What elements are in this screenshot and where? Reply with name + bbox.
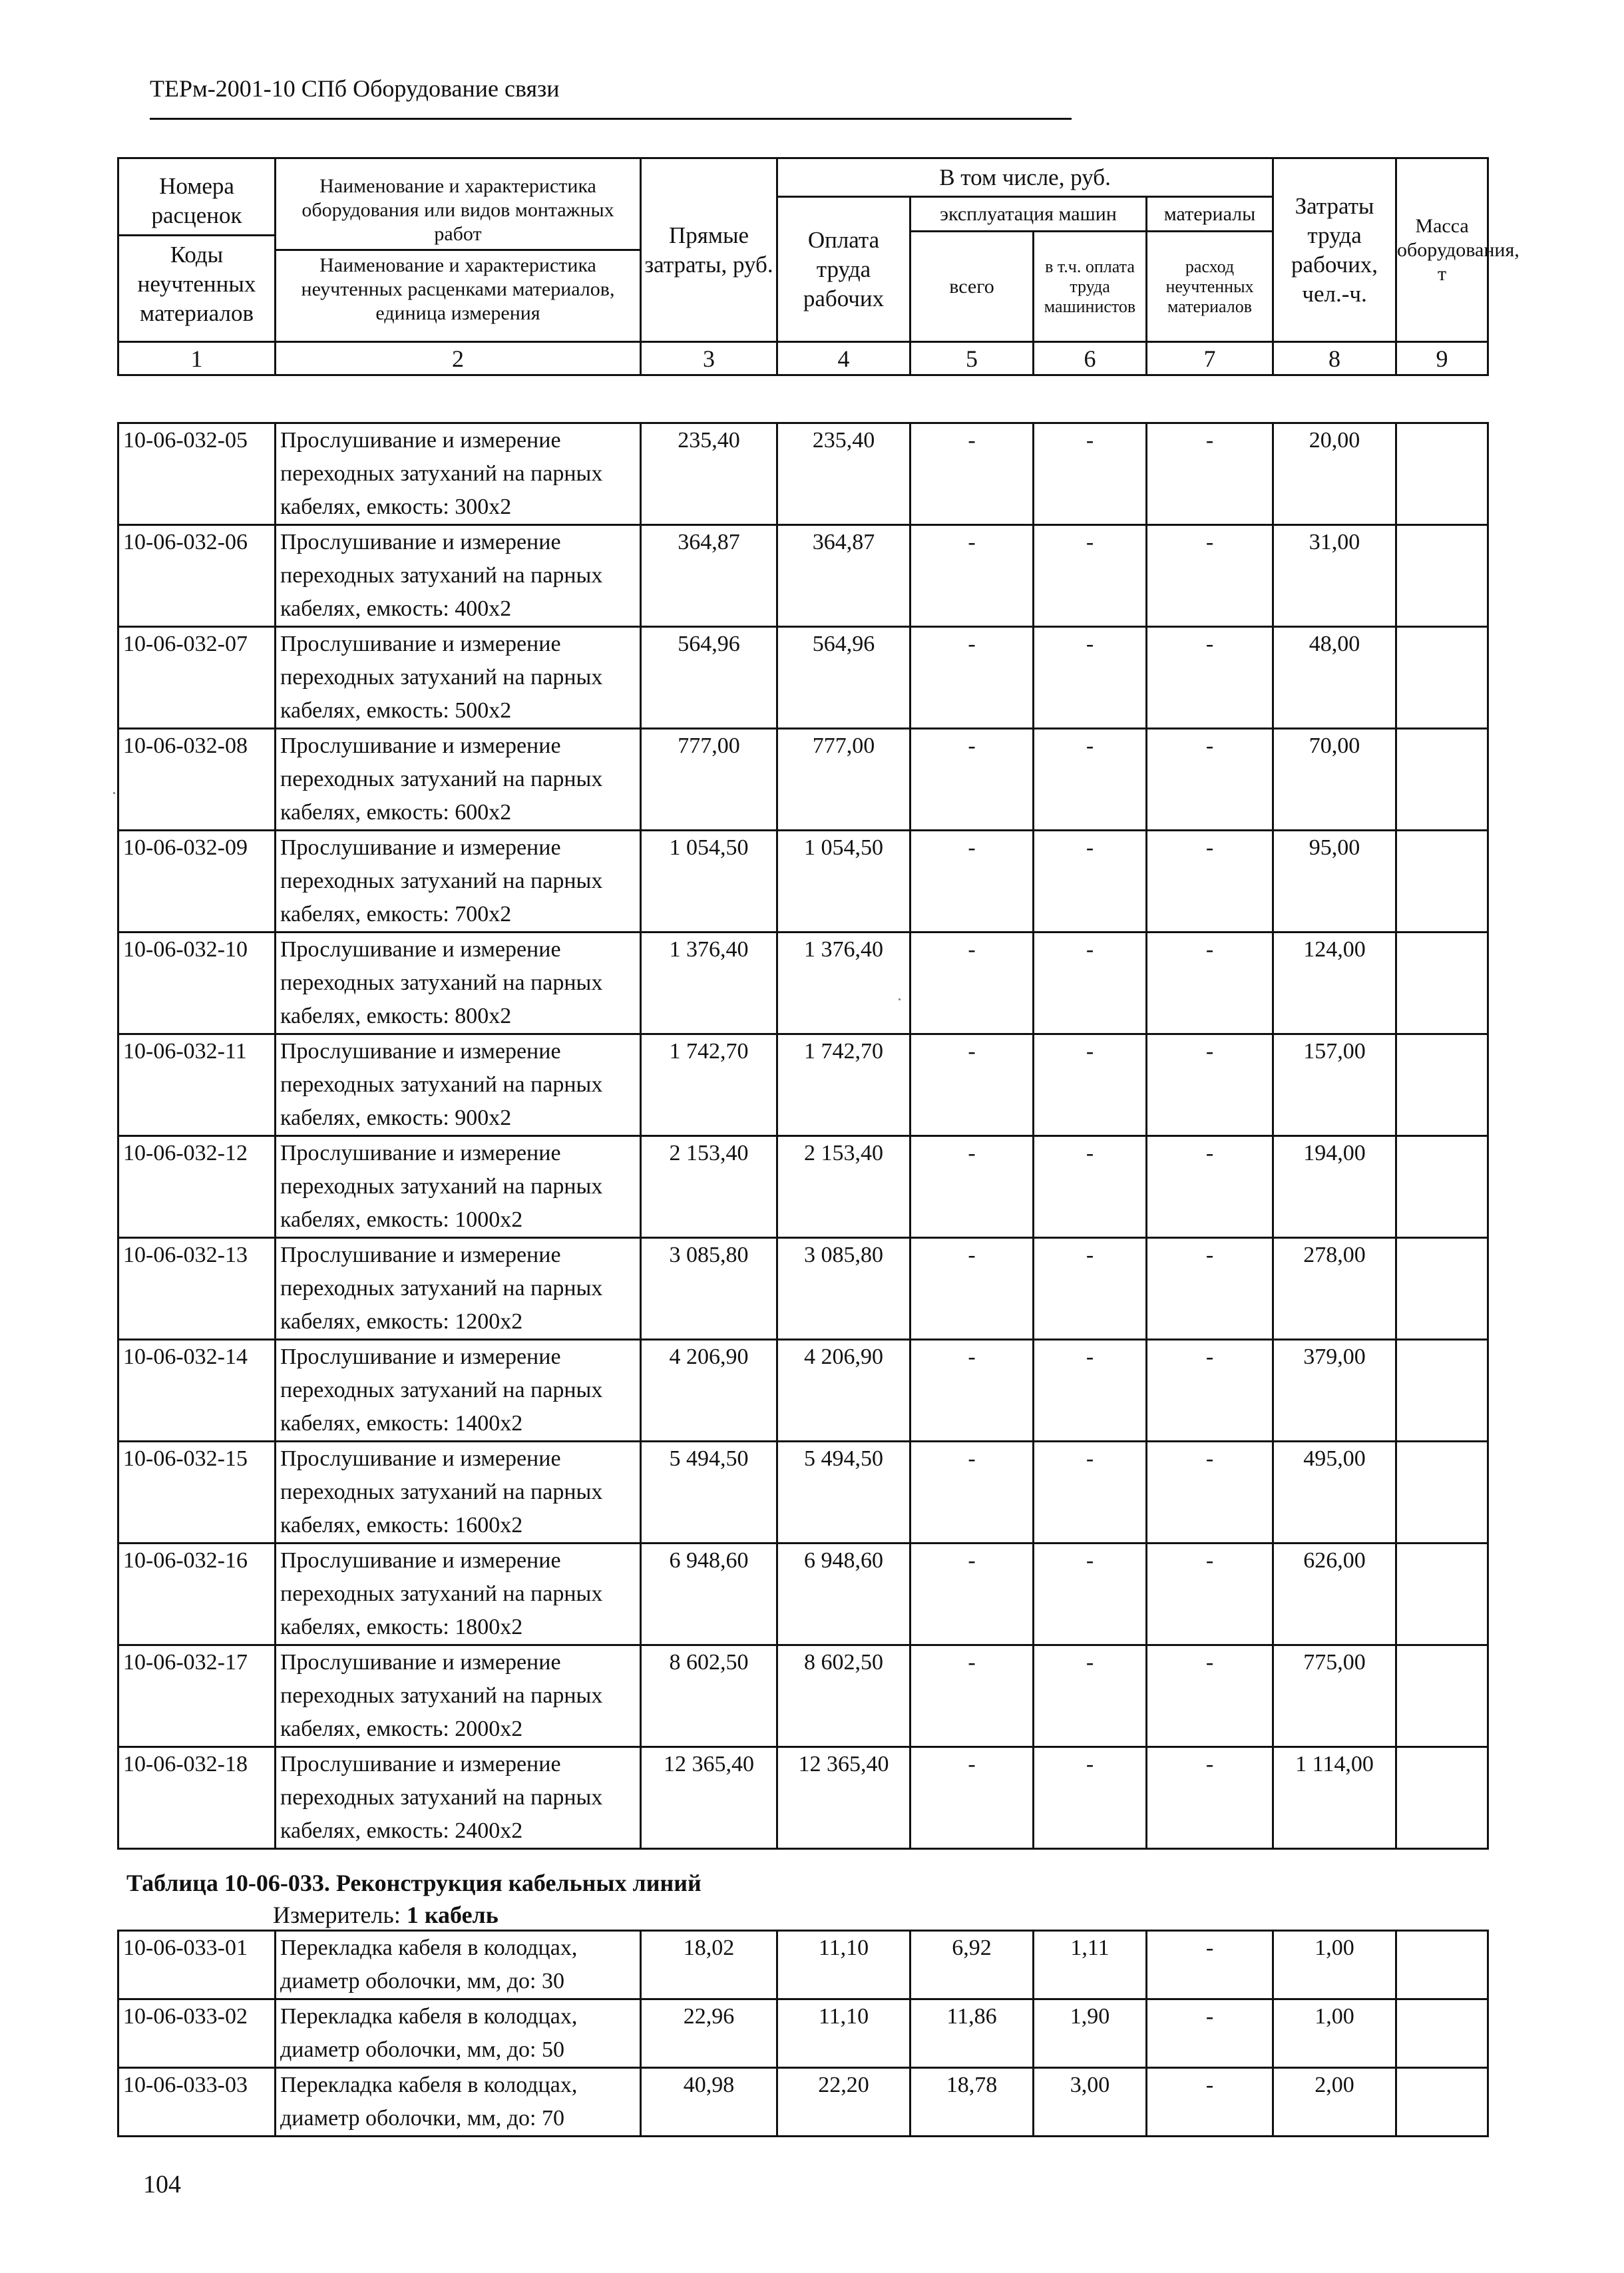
- direct-cost: 5 494,50: [641, 1442, 777, 1544]
- rate-description: Прослушивание и измерение переходных затуханий на парных кабелях, емкость: 800х2: [276, 932, 641, 1034]
- machine-operator-wage: 1,90: [1034, 1999, 1147, 2068]
- labor-hours: 379,00: [1273, 1340, 1396, 1442]
- materials-unaccounted: -: [1147, 1034, 1273, 1136]
- labor-wage: 1 376,40: [777, 932, 911, 1034]
- labor-wage: 11,10: [777, 1999, 911, 2068]
- machine-cost: -: [911, 423, 1034, 525]
- labor-hours: 20,00: [1273, 423, 1396, 525]
- labor-wage: 8 602,50: [777, 1645, 911, 1747]
- materials-unaccounted: -: [1147, 1645, 1273, 1747]
- labor-hours: 2,00: [1273, 2068, 1396, 2137]
- col-number: 8: [1273, 342, 1396, 375]
- table-row: [118, 831, 1488, 932]
- materials-unaccounted: -: [1147, 1238, 1273, 1340]
- reconstruction-table: [117, 1930, 1489, 2137]
- labor-hours: 194,00: [1273, 1136, 1396, 1238]
- labor-wage: 5 494,50: [777, 1442, 911, 1544]
- labor-wage: 11,10: [777, 1931, 911, 1999]
- col-number: 3: [641, 342, 777, 375]
- table-row: [118, 1999, 1488, 2068]
- rate-description: Прослушивание и измерение переходных затуханий на парных кабелях, емкость: 1400х2: [276, 1340, 641, 1442]
- labor-hours: 278,00: [1273, 1238, 1396, 1340]
- machine-cost: -: [911, 627, 1034, 729]
- labor-wage: 12 365,40: [777, 1747, 911, 1849]
- rate-description: Прослушивание и измерение переходных затуханий на парных кабелях, емкость: 1200х2: [276, 1238, 641, 1340]
- col-number: 9: [1396, 342, 1488, 375]
- direct-cost: 1 376,40: [641, 932, 777, 1034]
- table-row: [118, 525, 1488, 627]
- rate-code: 10-06-033-01: [118, 1931, 276, 1999]
- machine-operator-wage: -: [1034, 1136, 1147, 1238]
- rate-code: 10-06-032-15: [118, 1442, 276, 1544]
- materials-unaccounted: -: [1147, 1544, 1273, 1645]
- title-rule: [150, 118, 1072, 120]
- scan-speck: [113, 792, 115, 794]
- table-row: [118, 1931, 1488, 1999]
- machine-operator-wage: -: [1034, 831, 1147, 932]
- col-wage-header: Оплата труда рабочих: [777, 197, 911, 342]
- labor-wage: 6 948,60: [777, 1544, 911, 1645]
- page-number: 104: [143, 2170, 181, 2198]
- direct-cost: 777,00: [641, 729, 777, 831]
- labor-hours: 626,00: [1273, 1544, 1396, 1645]
- materials-unaccounted: -: [1147, 423, 1273, 525]
- machine-operator-wage: -: [1034, 1034, 1147, 1136]
- materials-unaccounted: -: [1147, 627, 1273, 729]
- labor-wage: 1 054,50: [777, 831, 911, 932]
- table2-title: Таблица 10-06-033. Реконструкция кабельных линий: [126, 1870, 702, 1896]
- table-row: [118, 423, 1488, 525]
- table-row: [118, 1340, 1488, 1442]
- table-row: [118, 627, 1488, 729]
- equipment-mass: [1396, 729, 1488, 831]
- equipment-mass: [1396, 627, 1488, 729]
- table2-meter: [273, 1901, 499, 1929]
- col-machines-header: эксплуатация машин: [911, 197, 1147, 232]
- direct-cost: 3 085,80: [641, 1238, 777, 1340]
- col-materials-header: материалы: [1147, 197, 1273, 232]
- machine-operator-wage: -: [1034, 1442, 1147, 1544]
- rate-description: Прослушивание и измерение переходных затуханий на парных кабелях, емкость: 500х2: [276, 627, 641, 729]
- col-machines-wage-header: в т.ч. оплата труда машинистов: [1034, 232, 1147, 342]
- equipment-mass: [1396, 1931, 1488, 1999]
- machine-cost: -: [911, 1238, 1034, 1340]
- equipment-mass: [1396, 1136, 1488, 1238]
- materials-unaccounted: -: [1147, 932, 1273, 1034]
- direct-cost: 2 153,40: [641, 1136, 777, 1238]
- table-row: [118, 1034, 1488, 1136]
- labor-hours: 1,00: [1273, 1931, 1396, 1999]
- direct-cost: 564,96: [641, 627, 777, 729]
- rate-description: Прослушивание и измерение переходных затуханий на парных кабелях, емкость: 2400х2: [276, 1747, 641, 1849]
- labor-hours: 31,00: [1273, 525, 1396, 627]
- equipment-mass: [1396, 1238, 1488, 1340]
- labor-wage: 235,40: [777, 423, 911, 525]
- rate-code: 10-06-032-09: [118, 831, 276, 932]
- equipment-mass: [1396, 1645, 1488, 1747]
- materials-unaccounted: -: [1147, 1136, 1273, 1238]
- machine-operator-wage: -: [1034, 1645, 1147, 1747]
- equipment-mass: [1396, 1442, 1488, 1544]
- labor-wage: 1 742,70: [777, 1034, 911, 1136]
- labor-hours: 157,00: [1273, 1034, 1396, 1136]
- labor-hours: 495,00: [1273, 1442, 1396, 1544]
- col-number: 2: [276, 342, 641, 375]
- table-row: [118, 1544, 1488, 1645]
- rate-description: Прослушивание и измерение переходных затуханий на парных кабелях, емкость: 900х2: [276, 1034, 641, 1136]
- rates-table-body: [118, 423, 1488, 1849]
- machine-cost: -: [911, 729, 1034, 831]
- labor-wage: 564,96: [777, 627, 911, 729]
- direct-cost: 12 365,40: [641, 1747, 777, 1849]
- equipment-mass: [1396, 423, 1488, 525]
- materials-unaccounted: -: [1147, 1747, 1273, 1849]
- rate-description: Перекладка кабеля в колодцах, диаметр оболочки, мм, до: 50: [276, 1999, 641, 2068]
- table-row: [118, 1238, 1488, 1340]
- col-number: 1: [118, 342, 276, 375]
- machine-operator-wage: -: [1034, 729, 1147, 831]
- materials-unaccounted: -: [1147, 2068, 1273, 2137]
- scan-speck: [899, 998, 901, 1000]
- equipment-mass: [1396, 1999, 1488, 2068]
- rate-code: 10-06-032-13: [118, 1238, 276, 1340]
- materials-unaccounted: -: [1147, 729, 1273, 831]
- rate-code: 10-06-032-06: [118, 525, 276, 627]
- machine-cost: -: [911, 1442, 1034, 1544]
- rate-description: Перекладка кабеля в колодцах, диаметр оболочки, мм, до: 70: [276, 2068, 641, 2137]
- direct-cost: 364,87: [641, 525, 777, 627]
- direct-cost: 40,98: [641, 2068, 777, 2137]
- rate-description: Прослушивание и измерение переходных затуханий на парных кабелях, емкость: 600х2: [276, 729, 641, 831]
- rate-code: 10-06-033-02: [118, 1999, 276, 2068]
- direct-cost: 235,40: [641, 423, 777, 525]
- machine-cost: 11,86: [911, 1999, 1034, 2068]
- labor-hours: 1 114,00: [1273, 1747, 1396, 1849]
- labor-hours: 95,00: [1273, 831, 1396, 932]
- rate-code: 10-06-032-12: [118, 1136, 276, 1238]
- machine-cost: -: [911, 1034, 1034, 1136]
- machine-operator-wage: -: [1034, 1747, 1147, 1849]
- equipment-mass: [1396, 1340, 1488, 1442]
- materials-unaccounted: -: [1147, 1442, 1273, 1544]
- machine-cost: 6,92: [911, 1931, 1034, 1999]
- equipment-mass: [1396, 1034, 1488, 1136]
- table-row: [118, 1747, 1488, 1849]
- machine-operator-wage: 3,00: [1034, 2068, 1147, 2137]
- table2-meter-label: Измеритель:: [273, 1902, 401, 1928]
- rates-table: [117, 422, 1489, 1850]
- col-code-bottom: Коды неучтенных материалов: [137, 242, 256, 326]
- table-row: [118, 1442, 1488, 1544]
- labor-hours: 48,00: [1273, 627, 1396, 729]
- machine-operator-wage: -: [1034, 525, 1147, 627]
- labor-wage: 3 085,80: [777, 1238, 911, 1340]
- table-row: [118, 1645, 1488, 1747]
- machine-cost: -: [911, 831, 1034, 932]
- machine-operator-wage: -: [1034, 1238, 1147, 1340]
- machine-operator-wage: -: [1034, 932, 1147, 1034]
- rate-code: 10-06-032-11: [118, 1034, 276, 1136]
- materials-unaccounted: -: [1147, 831, 1273, 932]
- rate-description: Прослушивание и измерение переходных затуханий на парных кабелях, емкость: 700х2: [276, 831, 641, 932]
- equipment-mass: [1396, 1544, 1488, 1645]
- reconstruction-table-body: [118, 1931, 1488, 2137]
- column-header-table: [117, 157, 1520, 376]
- labor-wage: 777,00: [777, 729, 911, 831]
- table-row: [118, 729, 1488, 831]
- labor-wage: 2 153,40: [777, 1136, 911, 1238]
- materials-unaccounted: -: [1147, 1340, 1273, 1442]
- machine-cost: 18,78: [911, 2068, 1034, 2137]
- table-row: [118, 932, 1488, 1034]
- rate-code: 10-06-032-17: [118, 1645, 276, 1747]
- col-mass-header: Масса оборудования, т: [1396, 158, 1488, 342]
- rate-description: Прослушивание и измерение переходных затуханий на парных кабелях, емкость: 1800х2: [276, 1544, 641, 1645]
- table2-meter-value: 1 кабель: [406, 1902, 499, 1928]
- rate-code: 10-06-032-18: [118, 1747, 276, 1849]
- direct-cost: 1 742,70: [641, 1034, 777, 1136]
- direct-cost: 6 948,60: [641, 1544, 777, 1645]
- document-title: ТЕРм-2001-10 СПб Оборудование связи: [150, 75, 560, 102]
- col-code-header: [118, 158, 276, 342]
- materials-unaccounted: -: [1147, 1931, 1273, 1999]
- rate-code: 10-06-032-14: [118, 1340, 276, 1442]
- col-number: 4: [777, 342, 911, 375]
- machine-cost: -: [911, 1747, 1034, 1849]
- rate-description: Прослушивание и измерение переходных затуханий на парных кабелях, емкость: 300х2: [276, 423, 641, 525]
- equipment-mass: [1396, 525, 1488, 627]
- col-number: 7: [1147, 342, 1273, 375]
- direct-cost: 4 206,90: [641, 1340, 777, 1442]
- col-direct-header: Прямые затраты, руб.: [641, 158, 777, 342]
- table-row: [118, 2068, 1488, 2137]
- labor-wage: 4 206,90: [777, 1340, 911, 1442]
- machine-cost: -: [911, 525, 1034, 627]
- rate-code: 10-06-033-03: [118, 2068, 276, 2137]
- col-materials-unaccounted-header: расход неучтенных материалов: [1147, 232, 1273, 342]
- labor-hours: 775,00: [1273, 1645, 1396, 1747]
- materials-unaccounted: -: [1147, 1999, 1273, 2068]
- rate-description: Прослушивание и измерение переходных затуханий на парных кабелях, емкость: 2000х2: [276, 1645, 641, 1747]
- labor-hours: 70,00: [1273, 729, 1396, 831]
- rate-code: 10-06-032-16: [118, 1544, 276, 1645]
- col-labor-header: Затраты труда рабочих, чел.-ч.: [1273, 158, 1396, 342]
- equipment-mass: [1396, 932, 1488, 1034]
- table-row: [118, 1136, 1488, 1238]
- machine-operator-wage: 1,11: [1034, 1931, 1147, 1999]
- col-name-header: [276, 158, 641, 342]
- equipment-mass: [1396, 2068, 1488, 2137]
- machine-operator-wage: -: [1034, 627, 1147, 729]
- rate-description: Прослушивание и измерение переходных затуханий на парных кабелях, емкость: 1000х2: [276, 1136, 641, 1238]
- equipment-mass: [1396, 831, 1488, 932]
- rate-description: Прослушивание и измерение переходных затуханий на парных кабелях, емкость: 400х2: [276, 525, 641, 627]
- rate-code: 10-06-032-07: [118, 627, 276, 729]
- materials-unaccounted: -: [1147, 525, 1273, 627]
- rate-code: 10-06-032-05: [118, 423, 276, 525]
- direct-cost: 8 602,50: [641, 1645, 777, 1747]
- machine-cost: -: [911, 1340, 1034, 1442]
- machine-operator-wage: -: [1034, 423, 1147, 525]
- machine-operator-wage: -: [1034, 1340, 1147, 1442]
- machine-cost: -: [911, 1136, 1034, 1238]
- machine-cost: -: [911, 1544, 1034, 1645]
- col-name-top: Наименование и характеристика оборудования или видов монтажных работ: [276, 173, 640, 251]
- labor-wage: 364,87: [777, 525, 911, 627]
- labor-hours: 1,00: [1273, 1999, 1396, 2068]
- rate-code: 10-06-032-08: [118, 729, 276, 831]
- rate-description: Перекладка кабеля в колодцах, диаметр оболочки, мм, до: 30: [276, 1931, 641, 1999]
- col-number: 5: [911, 342, 1034, 375]
- machine-cost: -: [911, 932, 1034, 1034]
- labor-hours: 124,00: [1273, 932, 1396, 1034]
- col-code-top: Номера расценок: [119, 169, 274, 236]
- direct-cost: 18,02: [641, 1931, 777, 1999]
- col-number: 6: [1034, 342, 1147, 375]
- machine-cost: -: [911, 1645, 1034, 1747]
- machine-operator-wage: -: [1034, 1544, 1147, 1645]
- direct-cost: 1 054,50: [641, 831, 777, 932]
- col-incl-header: В том числе, руб.: [777, 158, 1273, 197]
- direct-cost: 22,96: [641, 1999, 777, 2068]
- equipment-mass: [1396, 1747, 1488, 1849]
- col-machines-total-header: всего: [911, 232, 1034, 342]
- rate-description: Прослушивание и измерение переходных затуханий на парных кабелях, емкость: 1600х2: [276, 1442, 641, 1544]
- col-name-bottom: Наименование и характеристика неучтенных расценками материалов, единица измерения: [301, 254, 615, 324]
- labor-wage: 22,20: [777, 2068, 911, 2137]
- rate-code: 10-06-032-10: [118, 932, 276, 1034]
